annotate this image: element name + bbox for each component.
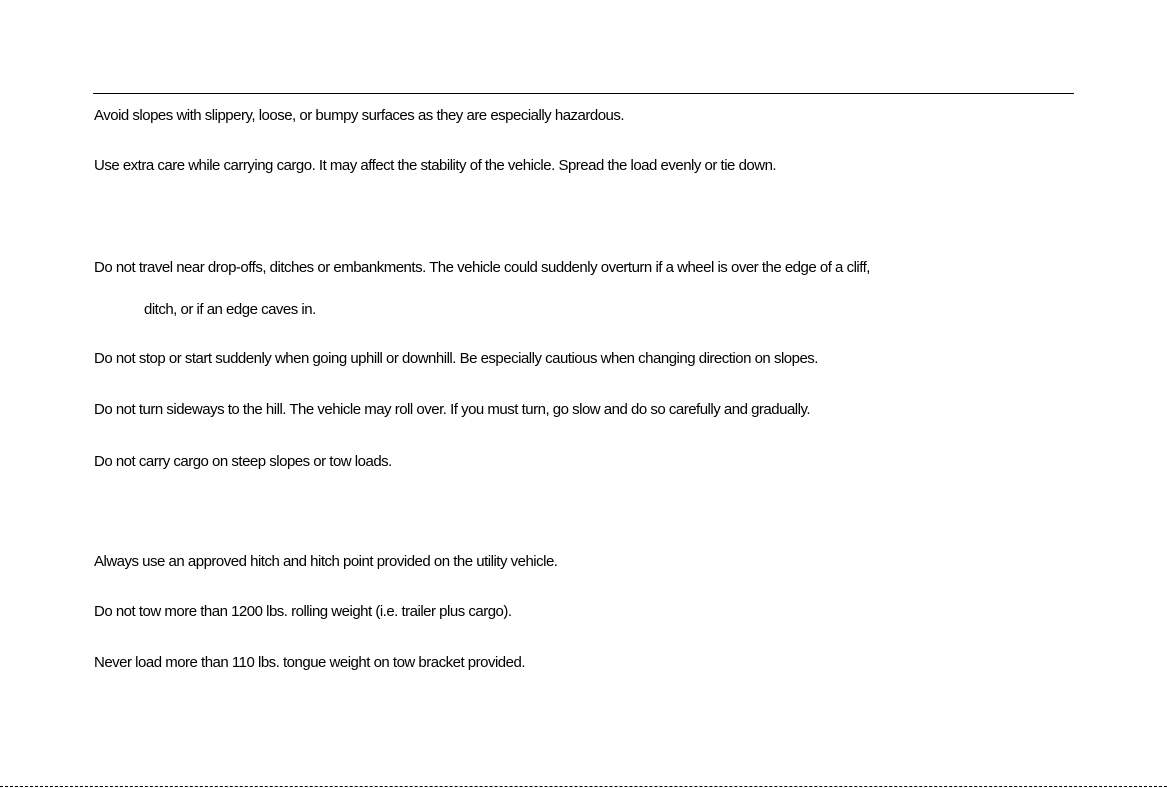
steep-cargo-warning: Do not carry cargo on steep slopes or tow loads. <box>94 453 392 470</box>
dropoff-warning-line1: Do not travel near drop-offs, ditches or embankments. The vehicle could suddenly overturn if a wheel is over the edge of a cliff, <box>94 259 870 276</box>
stop-start-warning: Do not stop or start suddenly when going uphill or downhill. Be especially cautious when changing direction on slopes. <box>94 350 818 367</box>
hitch-instruction: Always use an approved hitch and hitch point provided on the utility vehicle. <box>94 553 558 570</box>
tow-weight-limit: Do not tow more than 1200 lbs. rolling weight (i.e. trailer plus cargo). <box>94 603 512 620</box>
tongue-weight-limit: Never load more than 110 lbs. tongue weight on tow bracket provided. <box>94 654 525 671</box>
slope-surface-warning: Avoid slopes with slippery, loose, or bumpy surfaces as they are especially hazardous. <box>94 107 625 124</box>
top-divider <box>93 93 1074 94</box>
cargo-care-warning: Use extra care while carrying cargo. It may affect the stability of the vehicle. Spread the load evenly or tie down. <box>94 157 777 174</box>
dropoff-warning-line2: ditch, or if an edge caves in. <box>144 301 316 318</box>
sideways-turn-warning: Do not turn sideways to the hill. The vehicle may roll over. If you must turn, go slow and do so carefully and gradually. <box>94 401 811 418</box>
bottom-divider <box>0 786 1167 787</box>
